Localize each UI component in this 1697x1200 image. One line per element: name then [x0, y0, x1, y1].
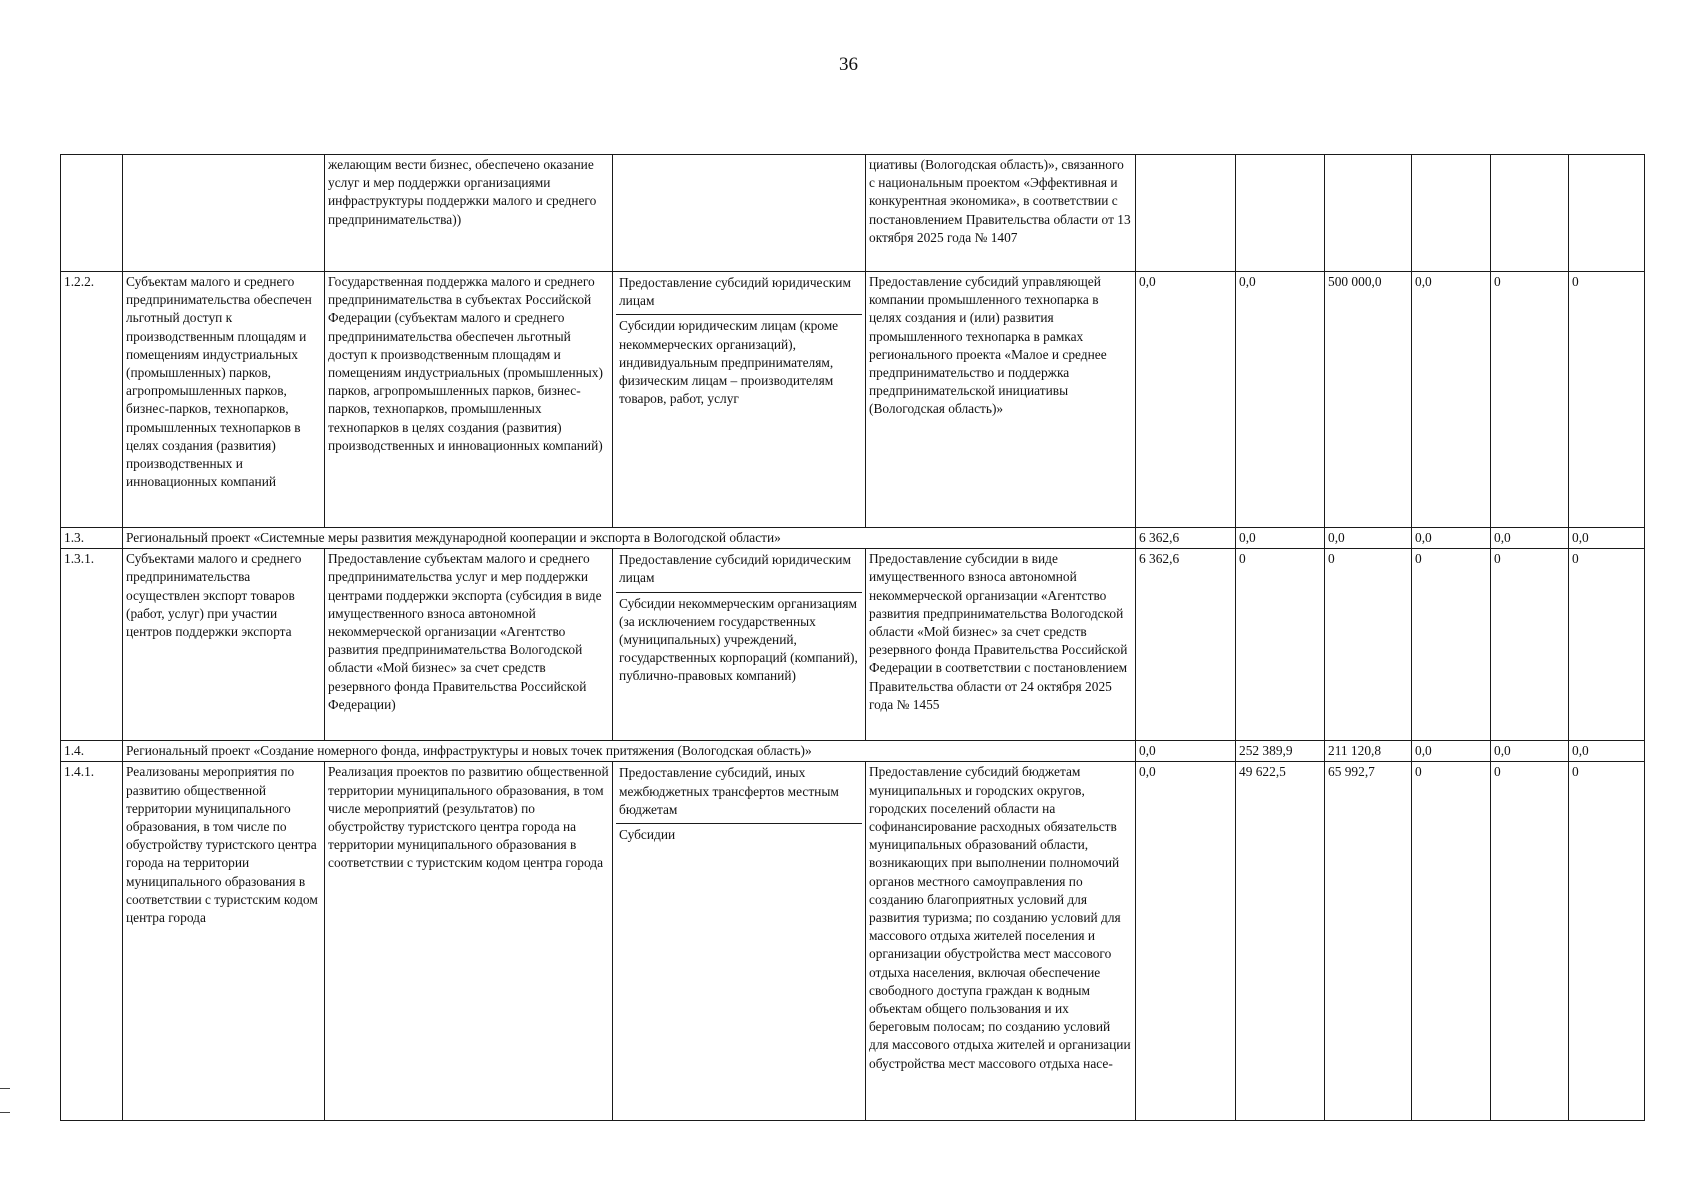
type-cell [613, 155, 866, 272]
type-bottom: Субсидии некоммерческим организациям (за исключением государственных (муниципальных) учреждений, государственных корпораций (компаний), публично-правовых компаний) [619, 595, 858, 684]
row-number: 1.3.1. [61, 549, 123, 741]
result-cell: Субъектами малого и среднего предпринимательства осуществлен экспорт товаров (работ, услуг) при участии центров поддержки экспорта [123, 549, 325, 741]
type-bottom: Субсидии юридическим лицам (кроме некоммерческих организаций), индивидуальным предпринимателям, физическим лицам – производителям товаров, работ, услуг [619, 318, 839, 407]
value-cell: 6 362,6 [1136, 549, 1236, 741]
type-cell [613, 762, 866, 1121]
value-cell: 0,0 [1412, 741, 1491, 762]
project-row [61, 741, 1645, 762]
type-cell [613, 272, 866, 528]
value-cell: 252 389,9 [1236, 741, 1325, 762]
project-title: Региональный проект «Создание номерного фонда, инфраструктуры и новых точек притяжения (Вологодская область)» [123, 741, 1136, 762]
row-number: 1.4.1. [61, 762, 123, 1121]
direction-cell: Предоставление субсидий бюджетам муниципальных и городских округов, городских поселений области на софинансирование расходных обязательств муниципальных образований области, возникающих при выполнении полномочий органов местного самоуправления по созданию благоприятных условий для развития туризма; по созданию условий для массового отдыха жителей поселения и организации обустройства мест массового отдыха населения, включая обеспечение свободного доступа граждан к водным объектам общего пользования и их береговым полосам; по созданию условий для массового отдыха жителей и организации обустройства мест массового отдыха насе- [866, 762, 1136, 1121]
value-cell: 500 000,0 [1325, 272, 1412, 528]
value-cell [1491, 155, 1569, 272]
task-cell: Реализация проектов по развитию общественной территории муниципального образования, в том числе мероприятий (результатов) по обустройству туристского центра города на территории муниципального образования в соответствии с туристским кодом центра города [325, 762, 613, 1121]
task-cell: Государственная поддержка малого и среднего предпринимательства в субъектах Российской Федерации (субъектам малого и среднего предпринимательства обеспечен льготный доступ к производственным площадям и помещениям индустриальных (промышленных) парков, агропромышленных парков, бизнес-парков, технопарков, промышленных технопарков в целях создания (развития) производственных и инновационных компаний) [325, 272, 613, 528]
value-cell [1136, 155, 1236, 272]
value-cell [1325, 155, 1412, 272]
value-cell: 0,0 [1136, 762, 1236, 1121]
value-cell: 0,0 [1412, 528, 1491, 549]
direction-cell: циативы (Вологодская область)», связанного с национальным проектом «Эффективная и конкурентная экономика», в соответствии с постановлением Правительства области от 13 октября 2025 года № 1407 [866, 155, 1136, 272]
row-number: 1.4. [61, 741, 123, 762]
table-row [61, 549, 1645, 741]
value-cell [1236, 155, 1325, 272]
value-cell: 0 [1325, 549, 1412, 741]
value-cell: 0,0 [1412, 272, 1491, 528]
value-cell: 0 [1569, 549, 1645, 741]
row-number: 1.2.2. [61, 272, 123, 528]
value-cell: 0,0 [1569, 528, 1645, 549]
type-cell [613, 549, 866, 741]
direction-cell: Предоставление субсидии в виде имущественного взноса автономной некоммерческой организации «Агентство развития предпринимательства Вологодской области «Мой бизнес» за счет средств резервного фонда Правительства Российской Федерации в соответствии с постановлением Правительства области от 24 октября 2025 года № 1455 [866, 549, 1136, 741]
row-number [61, 155, 123, 272]
value-cell: 0 [1491, 272, 1569, 528]
result-cell: Реализованы мероприятия по развитию общественной территории муниципального образования, в том числе по обустройству туристского центра города на территории муниципального образования в соответствии с туристским кодом центра города [123, 762, 325, 1121]
subsidy-table [60, 154, 1645, 1121]
type-top: Предоставление субсидий юридическим лицам [616, 550, 862, 592]
margin-mark [0, 1112, 10, 1113]
type-top: Предоставление субсидий, иных межбюджетных трансфертов местным бюджетам [616, 763, 862, 824]
result-cell: Субъектам малого и среднего предпринимательства обеспечен льготный доступ к производственным площадям и помещениям индустриальных (промышленных) парков, агропромышленных парков, бизнес-парков, технопарков, промышленных технопарков в целях создания (развития) производственных и инновационных компаний [123, 272, 325, 528]
value-cell: 0 [1412, 762, 1491, 1121]
value-cell [1412, 155, 1491, 272]
value-cell: 49 622,5 [1236, 762, 1325, 1121]
task-cell: Предоставление субъектам малого и среднего предпринимательства услуг и мер поддержки центрами поддержки экспорта (субсидия в виде имущественного взноса автономной некоммерческой организации «Агентство развития предпринимательства Вологодской области «Мой бизнес» за счет средств резервного фонда Правительства Российской Федерации) [325, 549, 613, 741]
type-bottom: Субсидии [619, 827, 676, 843]
value-cell: 0 [1569, 272, 1645, 528]
value-cell: 0,0 [1136, 272, 1236, 528]
task-cell: желающим вести бизнес, обеспечено оказание услуг и мер поддержки организациями инфраструктуры поддержки малого и среднего предпринимательства)) [325, 155, 613, 272]
value-cell: 65 992,7 [1325, 762, 1412, 1121]
value-cell: 0 [1491, 549, 1569, 741]
type-top: Предоставление субсидий юридическим лицам [616, 273, 862, 315]
project-title: Региональный проект «Системные меры развития международной кооперации и экспорта в Вологодской области» [123, 528, 1136, 549]
value-cell: 0 [1236, 549, 1325, 741]
value-cell: 0,0 [1325, 528, 1412, 549]
value-cell: 0,0 [1236, 528, 1325, 549]
value-cell: 0,0 [1236, 272, 1325, 528]
row-number: 1.3. [61, 528, 123, 549]
project-row [61, 528, 1645, 549]
value-cell: 0,0 [1491, 741, 1569, 762]
value-cell: 0,0 [1136, 741, 1236, 762]
page-number: 36 [839, 54, 858, 75]
table-row [61, 762, 1645, 1121]
value-cell: 0,0 [1491, 528, 1569, 549]
table-row [61, 272, 1645, 528]
value-cell: 211 120,8 [1325, 741, 1412, 762]
value-cell: 0 [1491, 762, 1569, 1121]
margin-mark [0, 1088, 10, 1089]
value-cell: 0,0 [1569, 741, 1645, 762]
direction-cell: Предоставление субсидий управляющей компании промышленного технопарка в целях создания и (или) развития промышленного технопарка в рамках регионального проекта «Малое и среднее предпринимательство и поддержка предпринимательской инициативы (Вологодская область)» [866, 272, 1136, 528]
value-cell [1569, 155, 1645, 272]
value-cell: 6 362,6 [1136, 528, 1236, 549]
value-cell: 0 [1412, 549, 1491, 741]
table-row [61, 155, 1645, 272]
value-cell: 0 [1569, 762, 1645, 1121]
result-cell [123, 155, 325, 272]
